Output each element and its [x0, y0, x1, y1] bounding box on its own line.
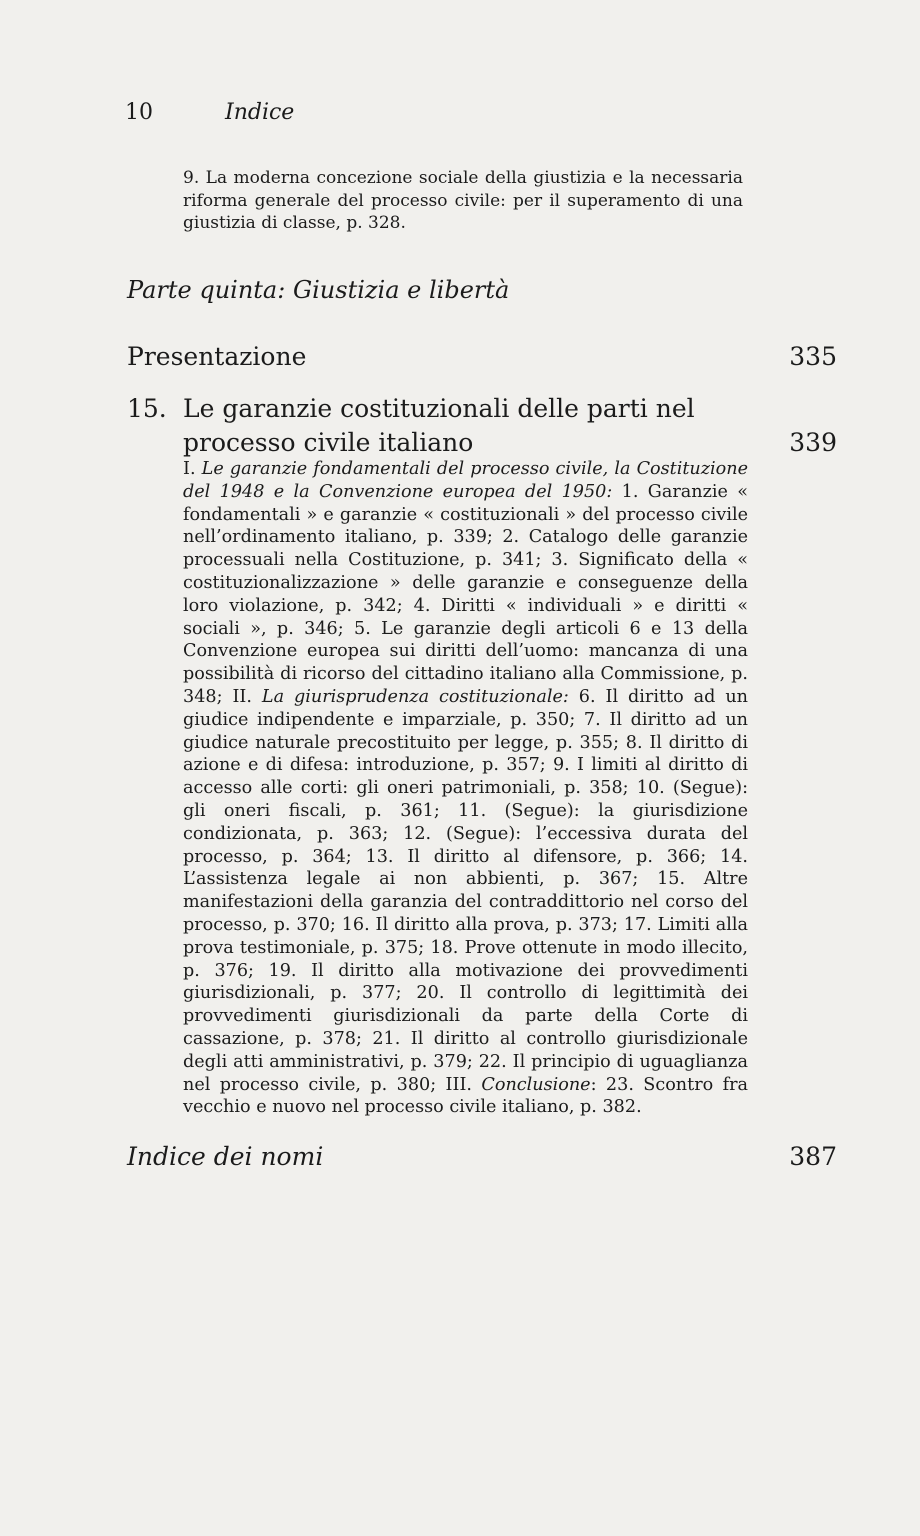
section-title: Conclusione: [481, 1074, 591, 1095]
section-title: Le garanzie fondamentali del processo civile, la Costituzione del 1948 e la Convenzione europea del 1950:: [183, 459, 748, 502]
running-head: [125, 100, 294, 125]
chapter-contents: [183, 458, 748, 1119]
toc-entry-label: Indice dei nomi: [127, 1142, 324, 1171]
toc-entry-page: 335: [789, 342, 837, 371]
section-items: 1. Garanzie « fondamentali » e garanzie « costituzionali » del processo civile nell’ordinamento italiano, p. 339; 2. Catalogo delle garanzie processuali nella Costituzione, p. 341; 3. Significato della « costituzionalizzazione » delle garanzie e conseguenze della loro violazione, p. 342; 4. Diritti « individuali » e diritti « sociali », p. 346; 5. Le garanzie degli articoli 6 e 13 della Convenzione europea sui diritti dell’uomo: mancanza di una possibilità di ricorso del cittadino italiano alla Commissione, p. 348; II.: [183, 481, 748, 707]
part-heading: Parte quinta: Giustizia e libertà: [127, 276, 510, 304]
section-label: I.: [183, 459, 202, 479]
section-items: 6. Il diritto ad un giudice indipendente e imparziale, p. 350; 7. Il diritto ad un giudice naturale precostituito per legge, p. 355; 8. Il diritto di azione e di difesa: introduzione, p. 357; 9. I limiti al diritto di accesso alle corti: gli oneri patrimoniali, p. 358; 10. (Segue): gli oneri fiscali, p. 361; 11. (Segue): la giurisdizione condizionata, p. 363; 12. (Segue): l’eccessiva durata del processo, p. 364; 13. Il diritto al difensore, p. 366; 14. L’assistenza legale ai non abbienti, p. 367; 15. Altre manifestazioni della garanzia del contraddittorio nel corso del processo, p. 370; 16. Il diritto alla prova, p. 373; 17. Limiti alla prova testimoniale, p. 375; 18. Prove ottenute in modo illecito, p. 376; 19. Il diritto alla motivazione dei provvedimenti giurisdizionali, p. 377; 20. Il controllo di legittimità dei provvedimenti giurisdizionali da parte della Corte di cassazione, p. 378; 21. Il diritto al controllo giurisdizionale degli atti amministrativi, p. 379; 22. Il principio di uguaglianza nel processo civile, p. 380; III.: [183, 686, 749, 1095]
chapter-contents-paragraph: [183, 458, 748, 1119]
section-title: La giurisprudenza costituzionale:: [261, 686, 569, 707]
page-number: 10: [125, 100, 153, 125]
section-items: : 23. Scontro fra vecchio e nuovo nel processo civile italiano, p. 382.: [183, 1074, 749, 1118]
chapter-number: 15.: [127, 394, 167, 423]
running-title: Indice: [225, 100, 295, 125]
chapter-page: 339: [789, 428, 837, 457]
chapter-title: Le garanzie costituzionali delle parti nel processo civile italiano: [183, 394, 695, 457]
toc-entry-page: 387: [789, 1142, 837, 1171]
toc-entry-label: Presentazione: [127, 342, 307, 371]
toc-entry-9: 9. La moderna concezione sociale della giustizia e la necessaria riforma generale del processo civile: per il superamento di una giustizia di classe, p. 328.: [183, 168, 743, 233]
